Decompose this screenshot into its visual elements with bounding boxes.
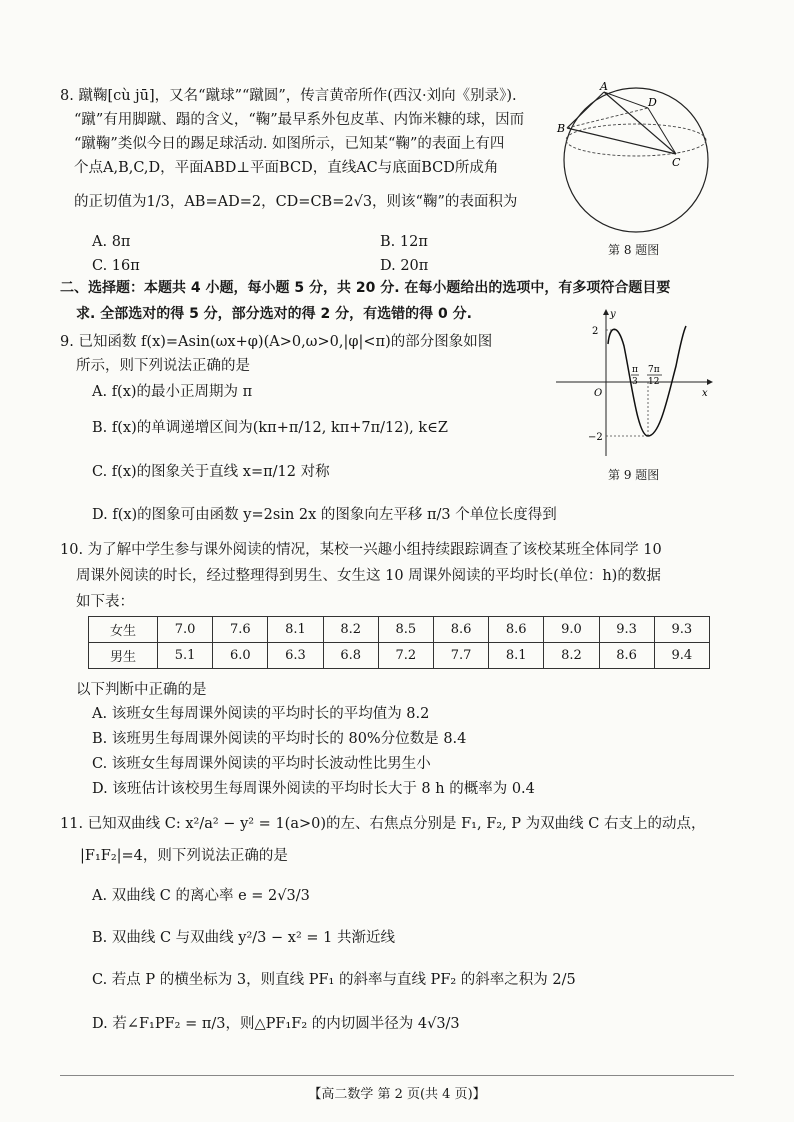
table-cell: 8.2 (544, 643, 599, 669)
table-cell: 7.0 (158, 617, 213, 643)
table-cell: 8.2 (323, 617, 378, 643)
footer-rule (60, 1075, 734, 1076)
table-row-male (89, 643, 710, 669)
q8-line-3: “蹴鞠”类似今日的踢足球活动. 如图所示，已知某“鞠”的表面上有四 (74, 136, 505, 152)
label-a: A (600, 80, 608, 93)
q8-line-4: 个点A,B,C,D，平面ABD⊥平面BCD，直线AC与底面BCD所成角 (74, 160, 499, 176)
x-axis-label: x (702, 388, 708, 399)
tick2-den: 12 (648, 377, 660, 387)
q10-option-a: A. 该班女生每周课外阅读的平均时长的平均值为 8.2 (92, 706, 430, 722)
q10-option-d: D. 该班估计该校男生每周课外阅读的平均时长大于 8 h 的概率为 0.4 (92, 781, 535, 797)
ymax-label: 2 (592, 326, 599, 337)
reading-time-table (88, 616, 710, 669)
q9-option-a: A. f(x)的最小正周期为 π (92, 384, 253, 400)
table-cell: 6.0 (213, 643, 268, 669)
row-label: 男生 (89, 643, 158, 669)
label-d: D (648, 96, 657, 109)
q11-line-1: 11. 已知双曲线 C: x²/a² − y² = 1(a>0)的左、右焦点分别是 F₁, F₂, P 为双曲线 C 右支上的动点， (60, 816, 706, 832)
q9-option-c: C. f(x)的图象关于直线 x=π/12 对称 (92, 464, 330, 480)
q9-option-b: B. f(x)的单调递增区间为(kπ+π/12, kπ+7π/12), k∈Z (92, 420, 448, 436)
table-cell: 7.2 (378, 643, 433, 669)
q11-option-b: B. 双曲线 C 与双曲线 y²/3 − x² = 1 共渐近线 (92, 930, 395, 946)
q8-line-2: “蹴”有用脚蹴、蹋的含义，“鞠”最早系外包皮革、内饰米糠的球，因而 (74, 112, 525, 128)
section2-heading-2: 求. 全部选对的得 5 分，部分选对的得 2 分，有选错的得 0 分. (76, 306, 472, 322)
q9-option-d: D. f(x)的图象可由函数 y=2sin 2x 的图象向左平移 π/3 个单位长度得到 (92, 507, 557, 523)
ymin-label: −2 (588, 432, 603, 443)
sine-curve (608, 326, 686, 436)
section2-heading-1: 二、选择题：本题共 4 小题，每小题 5 分，共 20 分. 在每小题给出的选项中，有多项符合题目要 (60, 280, 671, 296)
table-cell: 8.5 (378, 617, 433, 643)
q10-stem-2: 以下判断中正确的是 (76, 682, 207, 698)
table-cell: 9.4 (654, 643, 709, 669)
tick1-num: π (632, 365, 638, 375)
q10-line-2: 周课外阅读的时长，经过整理得到男生、女生这 10 周课外阅读的平均时长(单位：h)的数据 (76, 568, 661, 584)
q11-option-c: C. 若点 P 的横坐标为 3，则直线 PF₁ 的斜率与直线 PF₂ 的斜率之积为 2/5 (92, 972, 576, 988)
q10-option-c: C. 该班女生每周课外阅读的平均时长波动性比男生小 (92, 756, 431, 772)
table-cell: 6.8 (323, 643, 378, 669)
label-b: B (557, 122, 566, 135)
row-label: 女生 (89, 617, 158, 643)
q10-option-b: B. 该班男生每周课外阅读的平均时长的 80%分位数是 8.4 (92, 731, 467, 747)
q11-option-d: D. 若∠F₁PF₂ = π/3，则△PF₁F₂ 的内切圆半径为 4√3/3 (92, 1016, 460, 1032)
table-cell: 8.6 (433, 617, 488, 643)
table-cell: 9.3 (599, 617, 654, 643)
q9-line-2: 所示，则下列说法正确的是 (76, 358, 250, 374)
q8-sphere-figure (556, 80, 716, 240)
page-footer: 【高二数学 第 2 页(共 4 页)】 (308, 1087, 486, 1102)
table-cell: 9.0 (544, 617, 599, 643)
q9-figure-caption: 第 9 题图 (608, 468, 660, 482)
table-cell: 7.6 (213, 617, 268, 643)
q8-line-1: 8. 蹴鞠[cù jū]，又名“蹴球”“蹴圆”，传言黄帝所作(西汉·刘向《别录》). (60, 88, 517, 104)
table-cell: 8.1 (268, 617, 323, 643)
origin-label: O (594, 388, 603, 399)
q9-line-1: 9. 已知函数 f(x)=Asin(ωx+φ)(A>0,ω>0,|φ|<π)的部分图象如图 (60, 334, 493, 350)
q9-graph-figure (552, 306, 722, 460)
table-cell: 8.6 (489, 617, 544, 643)
table-cell: 6.3 (268, 643, 323, 669)
q8-option-c: C. 16π (92, 258, 140, 274)
q11-line-2: |F₁F₂|=4，则下列说法正确的是 (80, 848, 288, 864)
q8-option-b: B. 12π (380, 234, 428, 250)
label-c: C (672, 156, 681, 169)
table-cell: 7.7 (433, 643, 488, 669)
table-cell: 8.6 (599, 643, 654, 669)
table-cell: 5.1 (158, 643, 213, 669)
y-axis-label: y (610, 309, 616, 320)
q8-figure-caption: 第 8 题图 (608, 243, 660, 257)
sphere-equator (566, 124, 706, 156)
q8-line-5: 的正切值为1/3，AB=AD=2，CD=CB=2√3，则该“鞠”的表面积为 (74, 194, 518, 210)
table-cell: 8.1 (489, 643, 544, 669)
q10-line-3: 如下表： (76, 594, 134, 610)
tick2-num: 7π (648, 365, 660, 375)
table-cell: 9.3 (654, 617, 709, 643)
table-row-female (89, 617, 710, 643)
tick1-den: 3 (632, 377, 638, 387)
q8-option-a: A. 8π (92, 234, 131, 250)
q10-line-1: 10. 为了解中学生参与课外阅读的情况，某校一兴趣小组持续跟踪调查了该校某班全体同学 10 (60, 542, 662, 558)
q11-option-a: A. 双曲线 C 的离心率 e = 2√3/3 (92, 888, 310, 904)
q8-option-d: D. 20π (380, 258, 429, 274)
